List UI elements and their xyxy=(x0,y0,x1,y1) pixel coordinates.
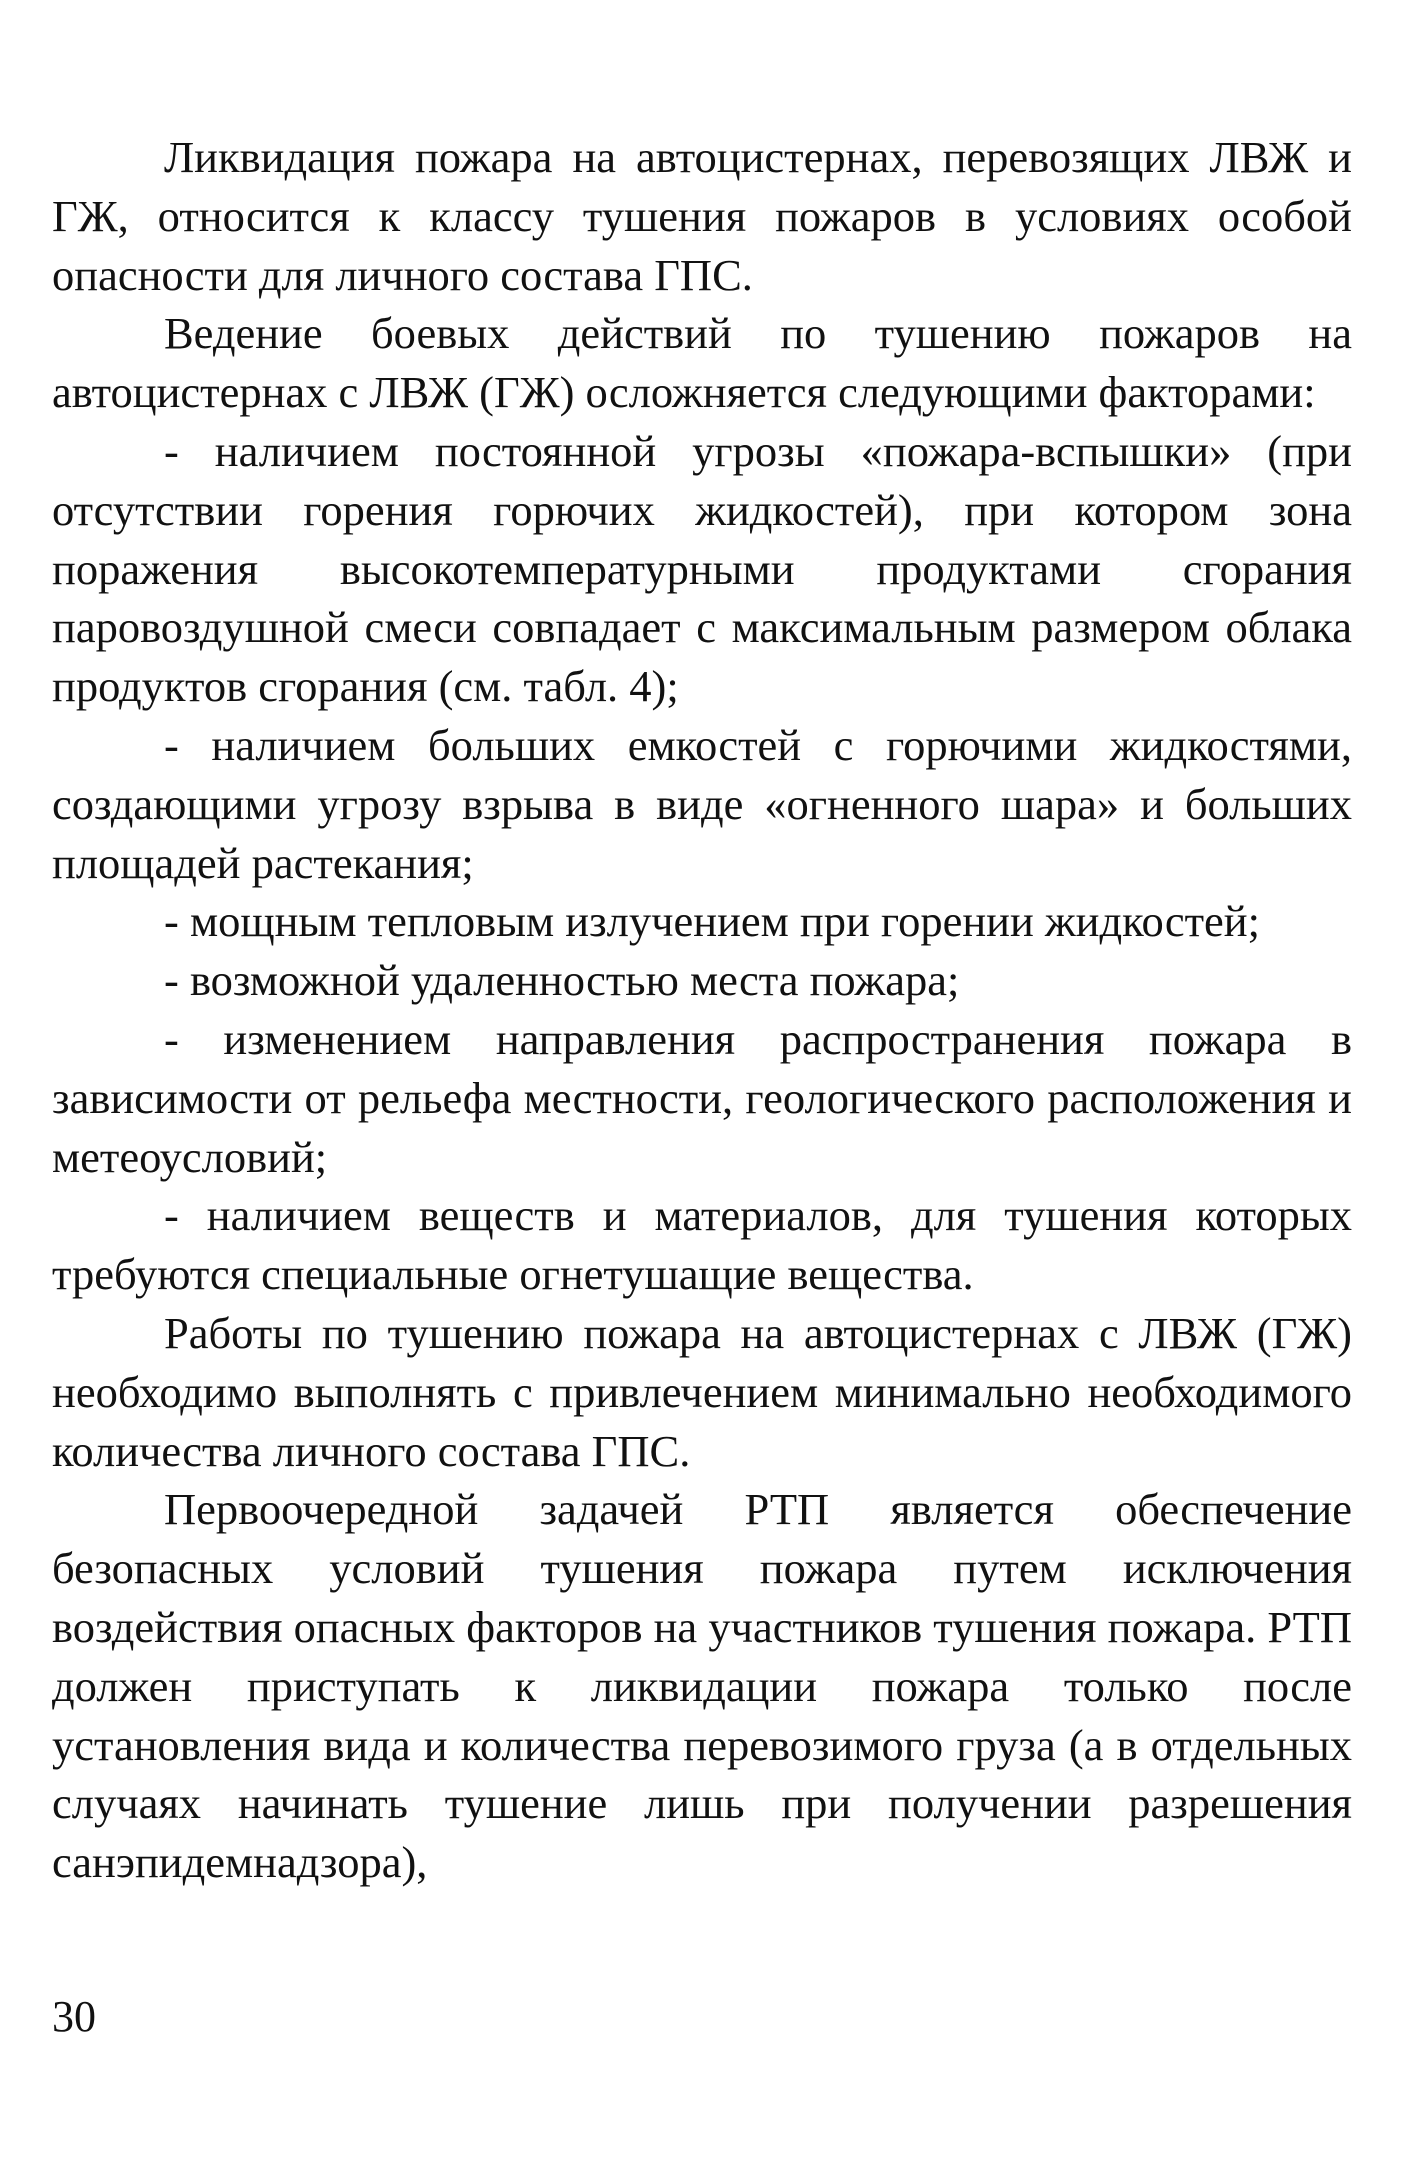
paragraph-primary-task: Первоочередной задачей РТП является обеспечение безопасных условий тушения пожара путем исключения воздействия опасных факторов на участников тушения пожара. РТП должен приступать к ликвидации пожара только после установления вида и количества перевозимого груза (а в отдельных случаях начинать тушение лишь при получении разрешения санэпидемнадзора), xyxy=(52,1484,1352,1888)
list-item-spread-direction: - изменением направления распространения пожара в зависимости от рельефа местности, геологического расположения и метеоусловий; xyxy=(52,1013,1352,1182)
page-number: 30 xyxy=(52,1992,96,2041)
paragraph-factors-lead: Ведение боевых действий по тушению пожаров на автоцистернах с ЛВЖ (ГЖ) осложняется следующими факторами: xyxy=(52,308,1352,418)
list-item-special-agents: - наличием веществ и материалов, для тушения которых требуются специальные огнетушащие вещества. xyxy=(52,1190,1352,1300)
list-item-remoteness: - возможной удаленностью места пожара; xyxy=(164,955,960,1006)
list-item-flash-fire: - наличием постоянной угрозы «пожара-вспышки» (при отсутствии горения горючих жидкостей), при котором зона поражения высокотемпературными продуктами сгорания паровоздушной смеси совпадает с максимальным размером облака продуктов сгорания (см. табл. 4); xyxy=(52,425,1352,712)
list-item-heat-radiation: - мощным тепловым излучением при горении жидкостей; xyxy=(164,896,1260,947)
list-item-large-tanks: - наличием больших емкостей с горючими жидкостями, создающими угрозу взрыва в виде «огненного шара» и больших площадей растекания; xyxy=(52,719,1352,888)
page-body xyxy=(52,128,1352,1892)
paragraph-minimal-personnel: Работы по тушению пожара на автоцистернах с ЛВЖ (ГЖ) необходимо выполнять с привлечением минимально необходимого количества личного состава ГПС. xyxy=(52,1307,1352,1476)
paragraph-intro: Ликвидация пожара на автоцистернах, перевозящих ЛВЖ и ГЖ, относится к классу тушения пожаров в условиях особой опасности для личного состава ГПС. xyxy=(52,132,1352,300)
